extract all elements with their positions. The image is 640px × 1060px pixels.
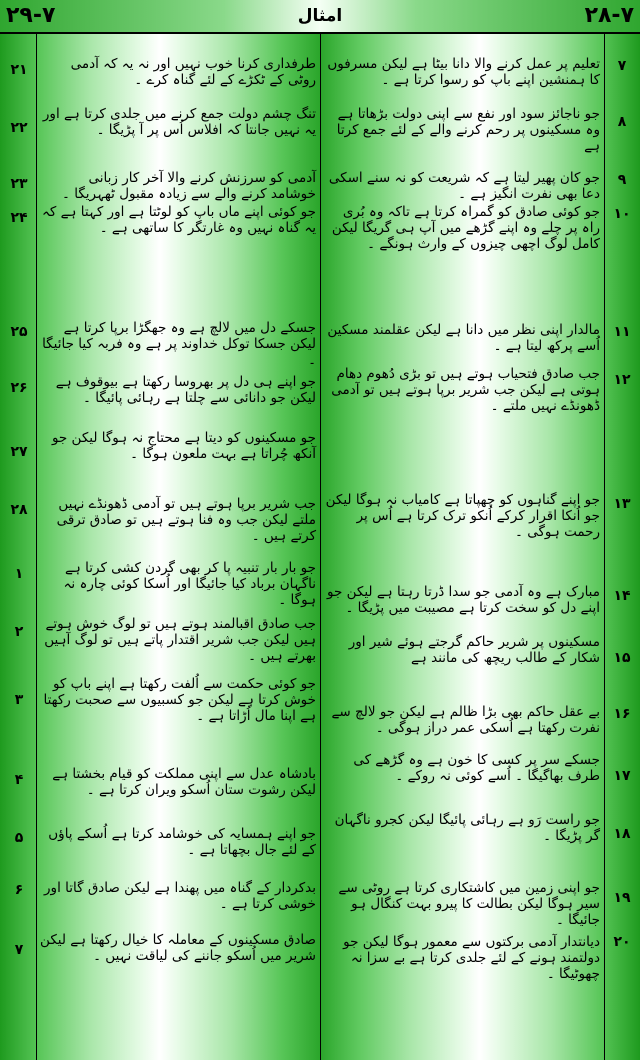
verse-number: ۴	[14, 772, 24, 788]
verse-text: طرفداری کرنا خوب نہیں اور نہ یہ کہ آدمی روٹی کے ٹکڑے کے لئے گناہ کرے ۔	[70, 56, 316, 88]
verse-number: ۱۱	[613, 324, 631, 340]
page-header	[0, 0, 640, 34]
verse-text: دیانتدار آدمی برکتوں سے معمور ہوگا لیکن جو دولتمند ہونے کے لئے جلدی کرتا ہے بے سزا نہ چھوٹیگا ۔	[343, 934, 600, 982]
verse-number: ۱۴	[613, 588, 631, 604]
verse-text: صادق مسکینوں کے معاملہ کا خیال رکھتا ہے لیکن شریر میں اُسکو جاننے کی لیاقت نہیں ۔	[40, 932, 316, 964]
verse-number: ۱۳	[613, 496, 631, 512]
verse-text: جو ناجائز سود اور نفع سے اپنی دولت بڑھاتا ہے وہ مسکینوں پر رحم کرنے والے کے لئے جمع کرتا ہے	[336, 106, 600, 154]
verse-text: جو اپنے ہی دل پر بھروسا رکھتا ہے بیوقوف ہے لیکن جو دانائی سے چلتا ہے رہائی پائیگا ۔	[55, 374, 316, 406]
verse-number: ۱۷	[613, 768, 631, 784]
verse-text: جو کوئی حکمت سے اُلفت رکھتا ہے اپنے باپ کو خوش کرتا ہے لیکن جو کسبیوں سے صحبت رکھتا ہے اپنا مال اُڑاتا ہے ۔	[43, 676, 316, 724]
verse-text: جو مسکینوں کو دیتا ہے محتاج نہ ہوگا لیکن جو آنکھ چُراتا ہے بہت ملعون ہوگا ۔	[51, 430, 316, 462]
verse-number: ۲۱	[10, 62, 28, 78]
column-rule	[36, 34, 37, 1060]
verse-text: جو راست رَو ہے رہائی پائیگا لیکن کجرو ناگہان گر پڑیگا ۔	[334, 812, 600, 844]
column-rule	[320, 34, 321, 1060]
verse-number: ۲۴	[10, 210, 28, 226]
verse-text: بدکردار کے گناہ میں پھندا ہے لیکن صادق گاتا اور خوشی کرتا ہے ۔	[44, 880, 316, 912]
verse-text: تنگ چشم دولت جمع کرنے میں جلدی کرتا ہے اور یہ نہیں جانتا کہ افلاس اُس پر آ پڑیگا ۔	[42, 106, 316, 138]
verse-text: بادشاہ عدل سے اپنی مملکت کو قیام بخشتا ہے لیکن رشوت ستان اُسکو ویران کرتا ہے ۔	[52, 766, 316, 798]
verse-number: ۷	[617, 58, 627, 74]
verse-text: مبارک ہے وہ آدمی جو سدا ڈرتا رہتا ہے لیکن جو اپنے دل کو سخت کرتا ہے مصیبت میں پڑیگا ۔	[327, 584, 600, 616]
verse-number: ۹	[617, 172, 627, 188]
verse-number: ۱۹	[613, 890, 631, 906]
header-right-number: ۲۸-۷	[584, 3, 634, 28]
verse-number: ۶	[14, 882, 24, 898]
verse-number: ۱۸	[613, 826, 631, 842]
page-title: امثال	[297, 6, 343, 26]
verse-number: ۲	[14, 624, 24, 640]
verse-number: ۱۲	[613, 372, 631, 388]
verse-number: ۱۶	[613, 706, 631, 722]
verse-number: ۲۸	[10, 502, 28, 518]
verse-text: جب صادق اقبالمند ہوتے ہیں تو لوگ خوش ہوتے ہیں لیکن جب شریر اقتدار پاتے ہیں تو لوگ آہیں بھرتے ہیں ۔	[44, 616, 316, 664]
verse-number: ۲۲	[10, 120, 28, 136]
verse-number: ۲۳	[10, 176, 28, 192]
column-rule	[604, 34, 605, 1060]
verse-number: ۱	[14, 566, 24, 582]
verse-text: جو کان پھیر لیتا ہے کہ شریعت کو نہ سنے اسکی دعا بھی نفرت انگیز ہے ۔	[328, 170, 600, 202]
verse-text: جسکے دل میں لالچ ہے وہ جھگڑا برپا کرتا ہے لیکن جسکا توکل خداوند پر ہے وہ فربہ کیا جائیگا ۔	[42, 320, 316, 368]
verse-text: جب صادق فتحیاب ہوتے ہیں تو بڑی دُھوم دھام ہوتی ہے لیکن جب شریر برپا ہوتے ہیں تو آدمی ڈھونڈے نہیں ملتے ۔	[331, 366, 600, 414]
verse-text: بے عقل حاکم بھی بڑا ظالم ہے لیکن جو لالچ سے نفرت رکھتا ہے اُسکی عمر دراز ہوگی ۔	[331, 704, 600, 736]
verse-text: جسکے سر پر کسی کا خون ہے وہ گڑھے کی طرف بھاگیگا ۔ اُسے کوئی نہ روکے ۔	[353, 752, 600, 784]
verse-number: ۲۰	[613, 934, 631, 950]
verse-number: ۵	[14, 830, 24, 846]
verse-number: ۷	[14, 942, 24, 958]
verse-number: ۲۶	[10, 380, 28, 396]
verse-number: ۱۵	[613, 650, 631, 666]
verse-text: جو اپنے گناہوں کو چھپاتا ہے کامیاب نہ ہوگا لیکن جو اُنکا اقرار کرکے اُنکو ترک کرتا ہے اُس پر رحمت ہوگی ۔	[325, 492, 600, 540]
verse-text: جو کوئی اپنے ماں باپ کو لوٹتا ہے اور کہتا ہے کہ یہ گناہ نہیں وہ غارتگر کا ساتھی ہے ۔	[42, 204, 316, 236]
verse-text: جو کوئی صادق کو گمراہ کرتا ہے تاکہ وہ بُری راہ پر چلے وہ اپنے گڑھے میں آپ ہی گریگا لیکن کامل لوگ اچھی چیزوں کے وارث ہونگے ۔	[331, 204, 600, 252]
verse-number: ۱۰	[613, 206, 631, 222]
verse-number: ۳	[14, 692, 24, 708]
verse-text: مسکینوں پر شریر حاکم گرجتے ہوئے شیر اور شکار کے طالب ریچھ کی مانند ہے	[348, 634, 600, 666]
verse-number: ۸	[617, 114, 627, 130]
verse-text: مالدار اپنی نظر میں دانا ہے لیکن عقلمند مسکین اُسے پرکھ لیتا ہے ۔	[327, 322, 600, 354]
verse-text: جو اپنی زمین میں کاشتکاری کرتا ہے روٹی سے سیر ہوگا لیکن بطالت کا پیرو بہت کنگال ہو جائیگا ۔	[338, 880, 600, 928]
verse-number: ۲۷	[10, 444, 28, 460]
verse-text: جو اپنے ہمسایہ کی خوشامد کرتا ہے اُسکے پاؤں کے لئے جال بچھاتا ہے ۔	[48, 826, 316, 858]
verse-text: جب شریر برپا ہوتے ہیں تو آدمی ڈھونڈے نہیں ملتے لیکن جب وہ فنا ہوتے ہیں تو صادق ترقی کرتے ہیں ۔	[56, 496, 316, 544]
verse-text: آدمی کو سرزنش کرنے والا آخر کار زبانی خوشامد کرنے والے سے زیادہ مقبول ٹھہریگا ۔	[62, 170, 316, 202]
verse-text: جو بار بار تنبیہ پا کر بھی گردن کشی کرتا ہے ناگہان برباد کیا جائیگا اور اُسکا کوئی چارہ نہ ہوگا ۔	[63, 560, 316, 608]
header-left-number: ۲۹-۷	[6, 3, 56, 28]
verse-number: ۲۵	[10, 324, 28, 340]
verse-text: تعلیم پر عمل کرنے والا دانا بیٹا ہے لیکن مسرفوں کا ہمنشین اپنے باپ کو رسوا کرتا ہے ۔	[327, 56, 600, 88]
